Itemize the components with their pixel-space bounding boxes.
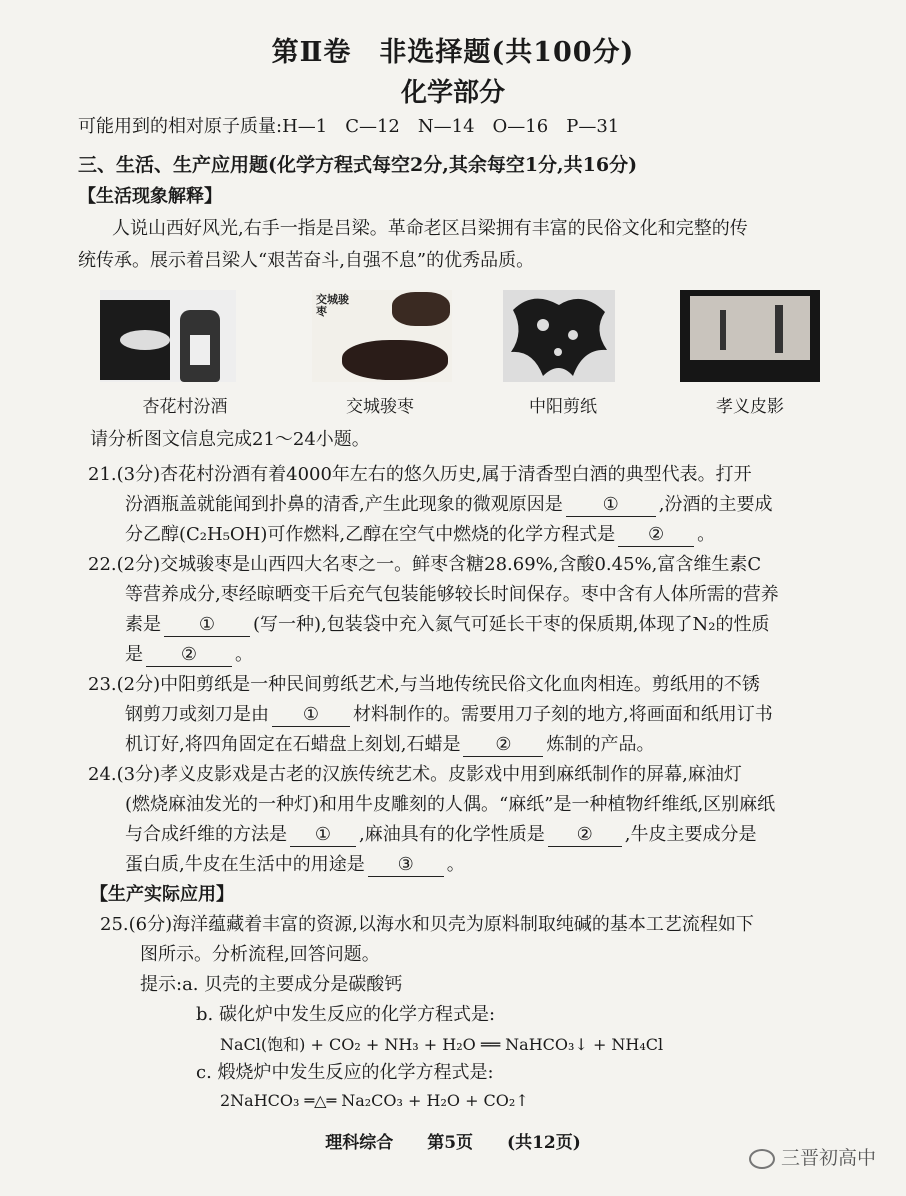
sub-heading-life: 【生活现象解释】 [78,186,222,207]
q25-equation-c: 2NaHCO₃ ═△═ Na₂CO₃ + H₂O + CO₂↑ [220,1091,529,1110]
sub-heading-production: 【生产实际应用】 [90,884,234,905]
q21-line-1: 21.(3分)杏花村汾酒有着4000年左右的悠久历史,属于清香型白酒的典型代表。打开 [88,464,752,485]
q22-blank-2[interactable]: ② [146,644,232,667]
q22-blank-1[interactable]: ① [164,614,250,637]
section-subtitle: 化学部分 [400,78,505,108]
q24-line-2: (燃烧麻油发光的一种灯)和用牛皮雕刻的人偶。“麻纸”是一种植物纤维纸,区别麻纸 [125,794,776,815]
q24-line-1: 24.(3分)孝义皮影戏是古老的汉族传统艺术。皮影戏中用到麻纸制作的屏幕,麻油灯 [88,764,742,785]
wechat-icon [749,1149,775,1169]
q25-hint-b: b. 碳化炉中发生反应的化学方程式是: [196,1004,496,1025]
q23-line-3: 机订好,将四角固定在石蜡盘上刻划,石蜡是 ② 炼制的产品。 [125,734,655,755]
jujube-photo-text: 交城骏枣 [316,293,349,318]
atomic-masses: 可能用到的相对原子质量:H—1 C—12 N—14 O—16 P—31 [78,116,620,137]
fenjiu-photo [100,290,236,382]
shadow-puppet-photo [680,290,820,382]
caption-jujube: 交城骏枣 [346,397,414,417]
q23-line-1: 23.(2分)中阳剪纸是一种民间剪纸艺术,与当地传统民俗文化血肉相连。剪纸用的不锈 [88,674,760,695]
q25-line-2: 图所示。分析流程,回答问题。 [140,944,380,965]
q22-line-3: 素是 ① (写一种),包装袋中充入氮气可延长干枣的保质期,体现了N₂的性质 [125,614,770,635]
q24-line-3: 与合成纤维的方法是 ① ,麻油具有的化学性质是 ② ,牛皮主要成分是 [125,824,757,845]
intro-line-2: 统传承。展示着吕梁人“艰苦奋斗,自强不息”的优秀品质。 [78,250,535,271]
q25-hint-a: 提示:a. 贝壳的主要成分是碳酸钙 [140,974,403,995]
q22-line-1: 22.(2分)交城骏枣是山西四大名枣之一。鲜枣含糖28.69%,含酸0.45%,富含维生素C [88,554,762,575]
q21-blank-1[interactable]: ① [566,494,656,517]
q25-equation-b: NaCl(饱和) + CO₂ + NH₃ + H₂O ══ NaHCO₃↓ + NH₄Cl [220,1035,664,1054]
q23-line-2: 钢剪刀或刻刀是由 ① 材料制作的。需要用刀子刻的地方,将画面和纸用订书 [125,704,773,725]
instruction: 请分析图文信息完成21～24小题。 [90,429,370,450]
q24-blank-3[interactable]: ③ [368,854,444,877]
caption-puppet: 孝义皮影 [716,397,784,417]
page-footer: 理科综合 第5页 (共12页) [325,1133,581,1153]
q24-blank-1[interactable]: ① [290,824,356,847]
q21-line-2: 汾酒瓶盖就能闻到扑鼻的清香,产生此现象的微观原因是 ① ,汾酒的主要成 [125,494,773,515]
page-title: 第Ⅱ卷 非选择题(共100分) [271,37,635,68]
q22-line-4: 是 ② 。 [125,644,253,665]
q25-hint-c: c. 煅烧炉中发生反应的化学方程式是: [196,1062,494,1083]
jujube-photo [312,290,452,382]
q25-line-1: 25.(6分)海洋蕴藏着丰富的资源,以海水和贝壳为原料制取纯碱的基本工艺流程如下 [100,914,754,935]
q24-blank-2[interactable]: ② [548,824,622,847]
q21-blank-2[interactable]: ② [618,524,694,547]
caption-papercut: 中阳剪纸 [529,397,597,417]
q23-blank-2[interactable]: ② [463,734,543,757]
caption-fenjiu: 杏花村汾酒 [142,397,228,417]
intro-line-1: 人说山西好风光,右手一指是吕梁。革命老区吕梁拥有丰富的民俗文化和完整的传 [112,218,748,239]
q21-line-3: 分乙醇(C₂H₅OH)可作燃料,乙醇在空气中燃烧的化学方程式是 ② 。 [125,524,716,545]
q23-blank-1[interactable]: ① [272,704,350,727]
papercut-photo [503,290,615,382]
q24-line-4: 蛋白质,牛皮在生活中的用途是 ③ 。 [125,854,465,875]
q22-line-2: 等营养成分,枣经晾晒变干后充气包装能够较长时间保存。枣中含有人体所需的营养 [125,584,779,605]
section3-heading: 三、生活、生产应用题(化学方程式每空2分,其余每空1分,共16分) [78,154,638,176]
watermark: 三晋初高中 [749,1143,876,1170]
